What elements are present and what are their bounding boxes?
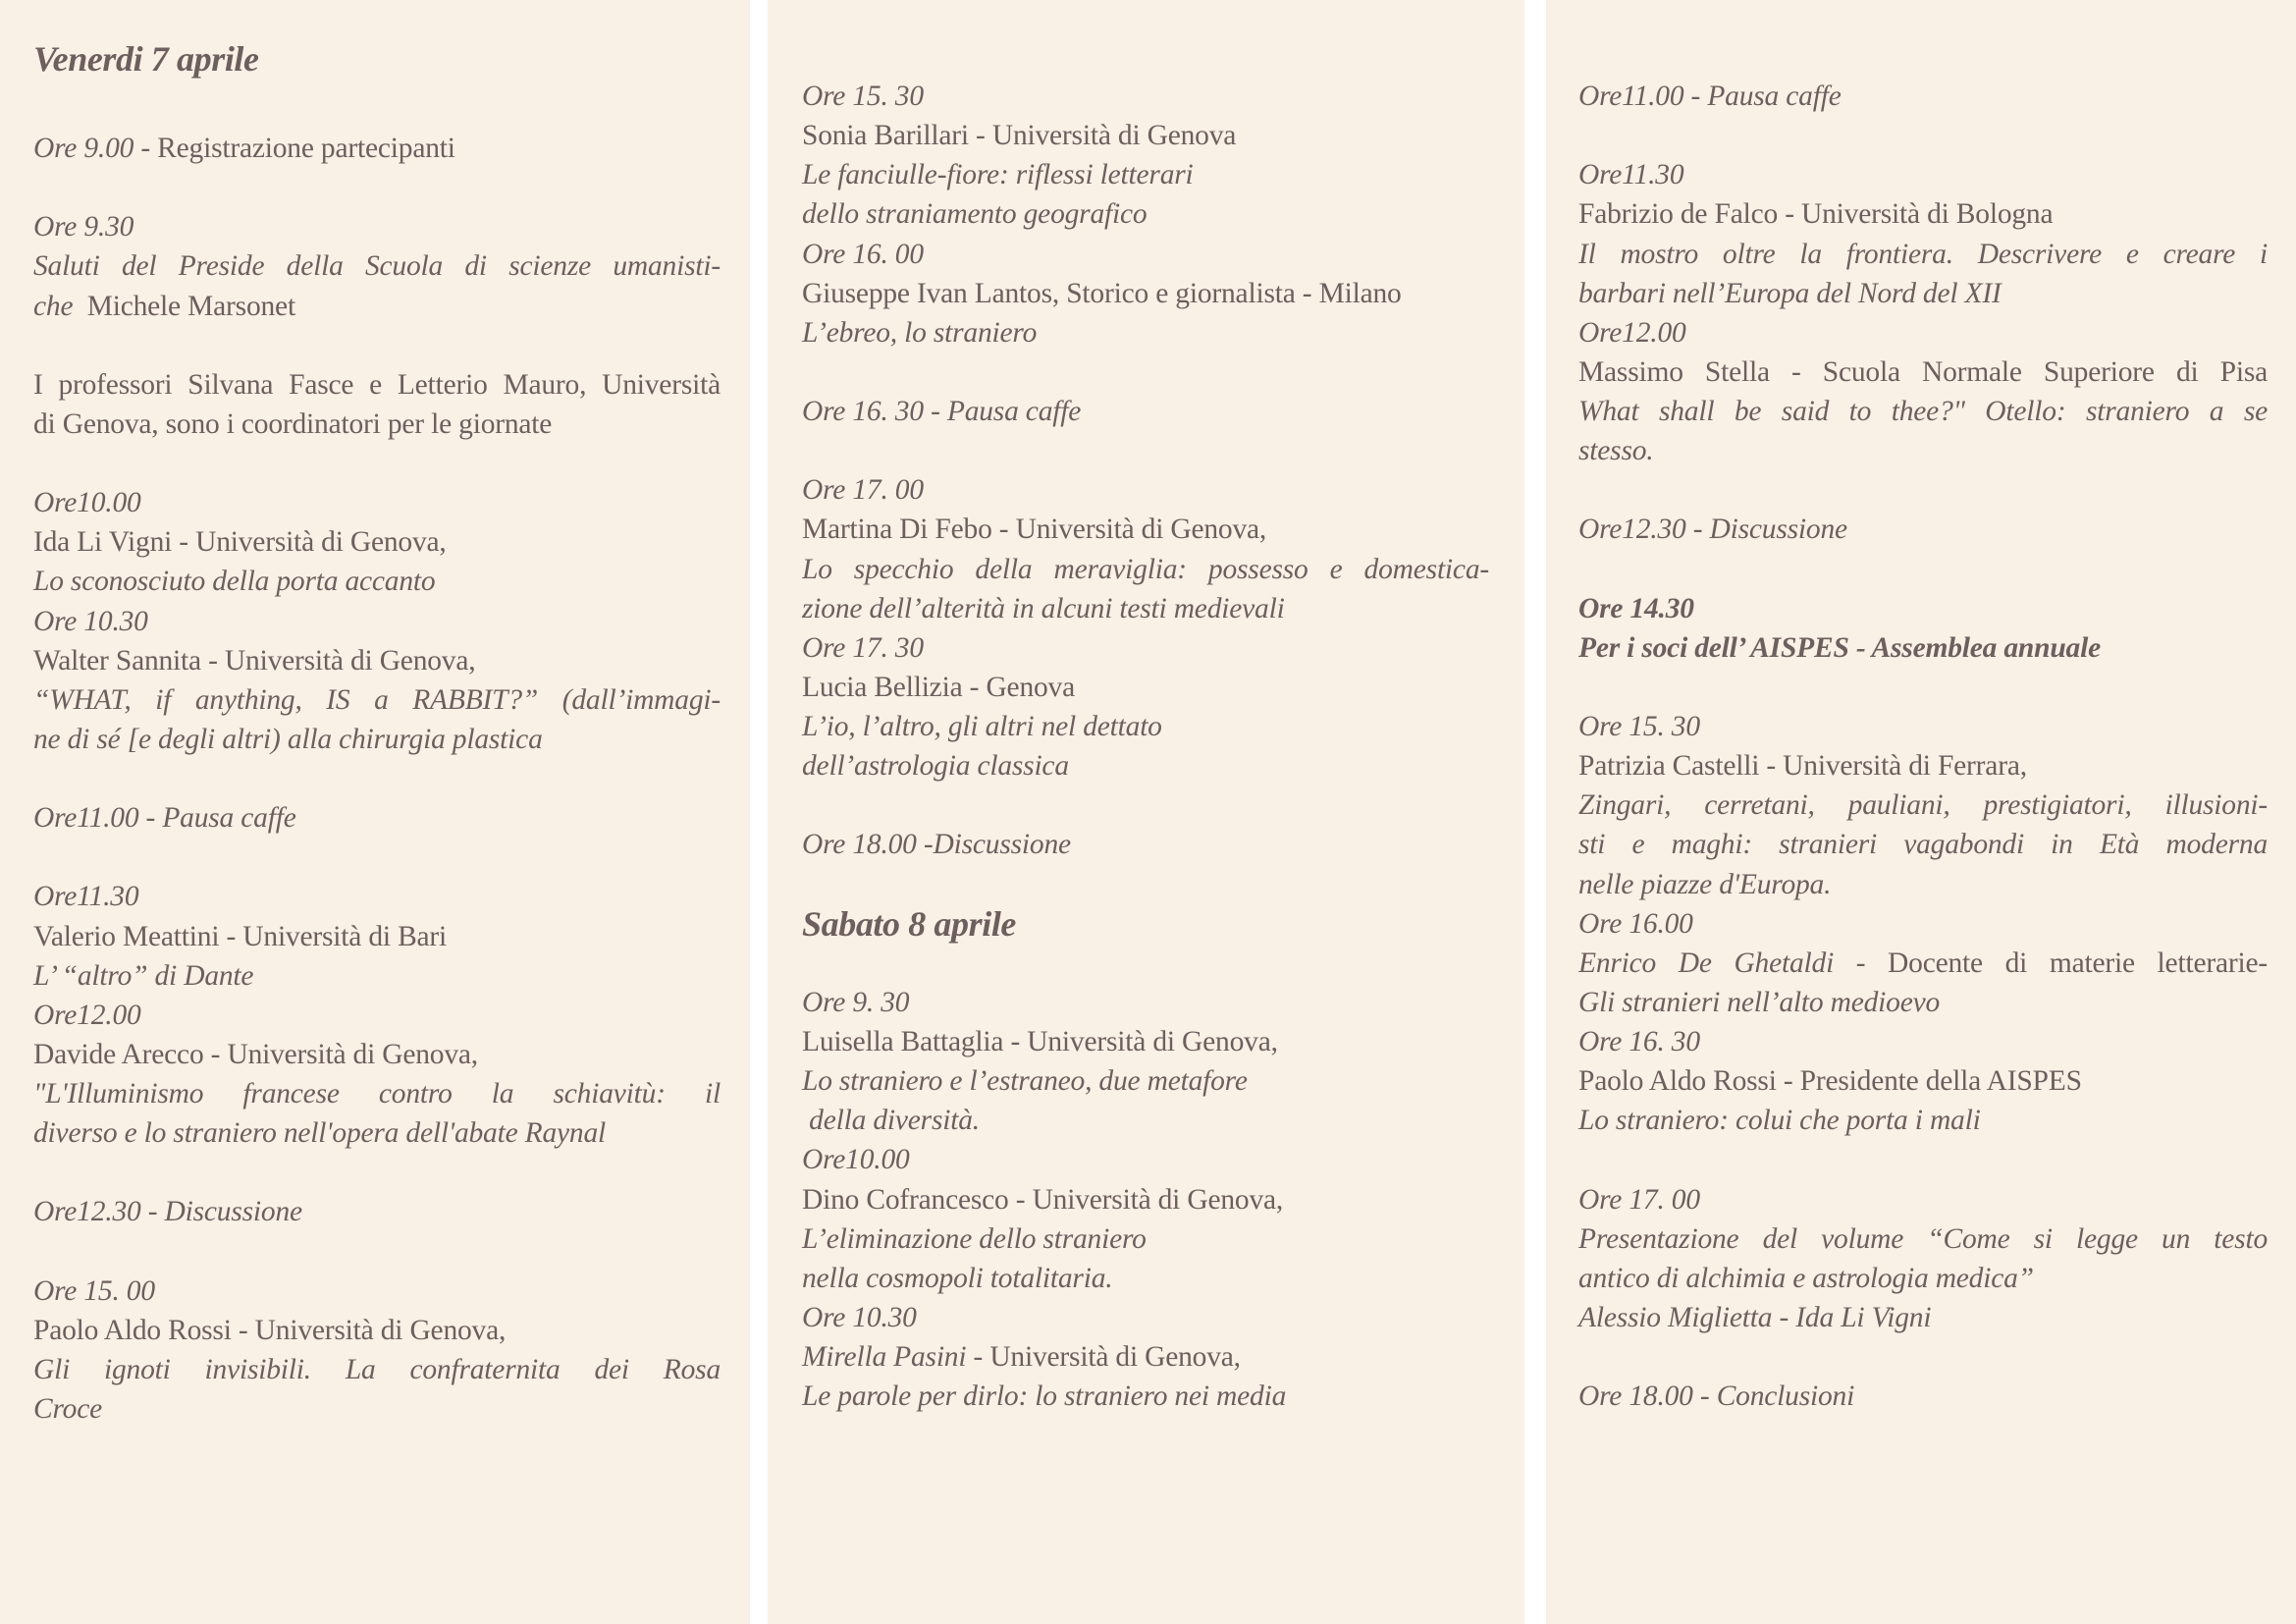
programme-line: [33, 996, 721, 1035]
italic-text: Alessio Miglietta - Ida Li Vigni: [1578, 1301, 1932, 1333]
programme-line: [1578, 785, 2268, 825]
italic-text: Lo specchio della meraviglia: possesso e domestica-: [802, 553, 1489, 585]
programme-line: [802, 746, 1489, 785]
italic-text: Ore12.30 - Discussione: [33, 1196, 302, 1228]
italic-text: Enrico De Ghetaldi: [1578, 947, 1835, 979]
blank-line: [33, 759, 721, 798]
programme-line: [802, 628, 1489, 668]
programme-line: [33, 246, 721, 286]
speaker-text: Walter Sannita - Università di Genova,: [33, 644, 476, 677]
programme-line: [1578, 510, 2268, 549]
italic-text: What shall be said to thee?" Otello: straniero a se: [1578, 396, 2268, 427]
speaker-text: Martina Di Febo - Università di Genova,: [802, 514, 1267, 546]
programme-line: [802, 825, 1489, 864]
programme-line: [1578, 1377, 2268, 1416]
programme-line: [802, 1377, 1489, 1416]
programme-line: [802, 392, 1489, 431]
speaker-text: Luisella Battaglia - Università di Genova,: [802, 1026, 1278, 1057]
italic-text: Lo straniero e l’estraneo, due metafore: [802, 1065, 1248, 1098]
programme-line: [1578, 1259, 2268, 1298]
speaker-text: Paolo Aldo Rossi - Presidente della AISPES: [1578, 1065, 2082, 1098]
italic-text: Ore11.00 - Pausa caffe: [33, 802, 296, 835]
programme-line: [33, 1350, 721, 1389]
programme-line: [802, 707, 1489, 746]
italic-text: Ore11.30: [1578, 159, 1684, 191]
programme-line: [802, 510, 1489, 549]
blank-line: [1578, 1337, 2268, 1377]
italic-text: Lo sconosciuto della porta accanto: [33, 566, 436, 598]
programme-line: [1578, 1101, 2268, 1140]
programme-line: [33, 1192, 721, 1231]
speaker-text: Davide Arecco - Università di Genova,: [33, 1038, 478, 1070]
programme-line: [33, 1035, 721, 1074]
italic-text: L’io, l’altro, gli altri nel dettato: [802, 711, 1162, 742]
programme-column-3: [1578, 77, 2268, 1416]
italic-text: Ore 15. 30: [802, 81, 924, 112]
programme-line: [33, 877, 721, 916]
programme-line: [1578, 235, 2268, 274]
speaker-text: - Docente di materie letterarie-: [1834, 947, 2268, 979]
programme-line: [802, 983, 1489, 1022]
blank-line: [33, 326, 721, 365]
programme-line: [33, 365, 721, 405]
italic-text: barbari nell’Europa del Nord del XII: [1578, 277, 2002, 309]
programme-line: [802, 313, 1489, 352]
programme-line: [33, 1272, 721, 1311]
blank-line: [802, 944, 1489, 983]
programme-line: [33, 1311, 721, 1350]
italic-text: Ore 16.00: [1578, 907, 1693, 940]
programme-line: [1578, 865, 2268, 904]
programme-line: [1578, 707, 2268, 746]
programme-line: [802, 1337, 1489, 1377]
programme-line: [802, 1140, 1489, 1179]
italic-text: sti e maghi: stranieri vagabondi in Età moderna: [1578, 829, 2268, 861]
speaker-text: Massimo Stella - Scuola Normale Superiore di Pisa: [1578, 355, 2268, 388]
speaker-text: di Genova, sono i coordinatori per le giornate: [33, 407, 553, 440]
programme-line: [802, 550, 1489, 589]
italic-text: Ore 16. 30 - Pausa caffe: [802, 396, 1082, 427]
programme-line: [802, 1298, 1489, 1337]
italic-text: Ore 16. 00: [802, 238, 924, 270]
programme-line: [33, 602, 721, 641]
speaker-text: Michele Marsonet: [73, 290, 295, 322]
italic-text: Ore12.30 - Discussione: [1578, 514, 1847, 546]
programme-line: [1578, 1298, 2268, 1337]
blank-line: [33, 444, 721, 483]
programme-line: [33, 1074, 721, 1113]
italic-text: Saluti del Preside della Scuola di scienze umanisti-: [33, 250, 721, 283]
speaker-text: Fabrizio de Falco - Università di Bologna: [1578, 198, 2054, 231]
italic-text: Ore 15. 30: [1578, 711, 1700, 742]
programme-line: [1578, 77, 2268, 116]
blank-line: [802, 785, 1489, 825]
blank-line: [1578, 668, 2268, 707]
programme-line: [1578, 392, 2268, 431]
programme-line: [33, 129, 721, 168]
programme-line: [1578, 1022, 2268, 1061]
programme-line: [1578, 1219, 2268, 1259]
italic-text: stesso.: [1578, 435, 1654, 467]
speaker-text: I professori Silvana Fasce e Letterio Mauro, Università: [33, 368, 721, 401]
italic-text: Ore 18.00 - Conclusioni: [1578, 1380, 1855, 1413]
programme-line: [1578, 628, 2268, 668]
programme-line: [33, 207, 721, 246]
highlight-text: Ore 14.30: [1578, 592, 1694, 624]
italic-text: Ore 9. 30: [802, 986, 910, 1018]
italic-text: "L'Illuminismo francese contro la schiavitù: il: [33, 1078, 721, 1110]
programme-line: [1578, 313, 2268, 352]
blank-line: [1578, 116, 2268, 155]
italic-text: Ore 16. 30: [1578, 1026, 1700, 1057]
italic-text: Ore11.00 - Pausa caffe: [1578, 81, 1842, 112]
italic-text: Ore 10.30: [33, 605, 148, 637]
programme-line: [802, 589, 1489, 628]
programme-line: [802, 274, 1489, 313]
programme-line: [33, 483, 721, 522]
programme-line: [33, 798, 721, 838]
italic-text: antico di alchimia e astrologia medica”: [1578, 1262, 2034, 1294]
italic-text: diverso e lo straniero nell'opera dell'abate Raynal: [33, 1117, 607, 1150]
blank-line: [33, 1232, 721, 1272]
speaker-text: Dino Cofrancesco - Università di Genova,: [802, 1183, 1284, 1216]
italic-text: Ore 9.00: [33, 133, 134, 164]
italic-text: Ore10.00: [802, 1144, 910, 1176]
italic-text: zione dell’alterità in alcuni testi medievali: [802, 592, 1285, 624]
programme-line: [33, 405, 721, 444]
speaker-text: Ida Li Vigni - Università di Genova,: [33, 526, 447, 559]
italic-text: Ore 18.00 -Discussione: [802, 829, 1071, 861]
italic-text: Ore 17. 00: [1578, 1183, 1700, 1216]
blank-line: [33, 1153, 721, 1192]
italic-text: Ore12.00: [33, 999, 141, 1031]
programme-line: [1578, 274, 2268, 313]
italic-text: Ore10.00: [33, 487, 141, 519]
speaker-text: Giuseppe Ivan Lantos, Storico e giornalista - Milano: [802, 277, 1402, 309]
programme-line: [802, 235, 1489, 274]
italic-text: ne di sé [e degli altri) alla chirurgia plastica: [33, 723, 543, 755]
programme-line: [802, 470, 1489, 510]
blank-line: [1578, 470, 2268, 510]
italic-text: dello straniamento geografico: [802, 198, 1148, 231]
programme-line: [1578, 194, 2268, 234]
programme-line: [33, 287, 721, 326]
speaker-text: Sonia Barillari - Università di Genova: [802, 120, 1237, 152]
programme-line: [1578, 983, 2268, 1022]
blank-line: [802, 352, 1489, 392]
programme-line: [802, 116, 1489, 155]
italic-text: L’ “altro” di Dante: [33, 959, 254, 992]
programme-line: [1578, 431, 2268, 470]
italic-text: “WHAT, if anything, IS a RABBIT?” (dall’immagi-: [33, 683, 721, 716]
programme-line: [33, 917, 721, 956]
programme-line: [33, 720, 721, 759]
italic-text: Il mostro oltre la frontiera. Descrivere e creare i: [1578, 238, 2268, 270]
italic-text: Le fanciulle-fiore: riflessi letterari: [802, 159, 1194, 191]
programme-line: [33, 956, 721, 996]
programme-line: [1578, 746, 2268, 785]
programme-line: [1578, 352, 2268, 392]
programme-line: [1578, 155, 2268, 194]
programme-line: [802, 155, 1489, 194]
italic-text: Ore 17. 00: [802, 474, 924, 507]
programme-line: [1578, 944, 2268, 983]
programme-line: [33, 1389, 721, 1429]
programme-line: [802, 1219, 1489, 1259]
blank-line: [33, 838, 721, 877]
programme-line: [1578, 904, 2268, 944]
programme-line: [33, 562, 721, 601]
programme-line: [802, 1061, 1489, 1101]
italic-text: nella cosmopoli totalitaria.: [802, 1262, 1113, 1294]
speaker-text: Lucia Bellizia - Genova: [802, 671, 1075, 703]
italic-text: L’ebreo, lo straniero: [802, 316, 1038, 349]
programme-line: [802, 1101, 1489, 1140]
highlight-text: Per i soci dell’ AISPES - Assemblea annuale: [1578, 631, 2101, 664]
italic-text: Mirella Pasini: [802, 1341, 967, 1373]
day-heading-friday: Venerdi 7 aprile: [33, 39, 259, 79]
italic-text: Zingari, cerretani, pauliani, prestigiatori, illusioni-: [1578, 789, 2268, 822]
speaker-text: Paolo Aldo Rossi - Università di Genova,: [33, 1314, 507, 1346]
programme-line: [802, 1022, 1489, 1061]
programme-line: [802, 1180, 1489, 1219]
programme-line: [1578, 589, 2268, 628]
programme-line: [802, 668, 1489, 707]
blank-line: [33, 168, 721, 207]
programme-line: [1578, 1061, 2268, 1101]
italic-text: Ore12.00: [1578, 316, 1686, 349]
speaker-text: - Università di Genova,: [966, 1341, 1241, 1373]
italic-text: della diversità.: [802, 1105, 980, 1137]
italic-text: Gli stranieri nell’alto medioevo: [1578, 986, 1941, 1018]
italic-text: Ore 9.30: [33, 211, 134, 244]
programme-line: [33, 680, 721, 720]
day-heading: Sabato 8 aprile: [802, 903, 1017, 944]
italic-text: Ore 10.30: [802, 1301, 917, 1333]
programme-line: [33, 641, 721, 680]
speaker-text: Patrizia Castelli - Università di Ferrara,: [1578, 750, 2027, 783]
italic-text: che: [33, 290, 74, 322]
italic-text: dell’astrologia classica: [802, 750, 1069, 783]
italic-text: Ore11.30: [33, 881, 139, 913]
italic-text: Ore 15. 00: [33, 1274, 155, 1307]
italic-text: L’eliminazione dello straniero: [802, 1222, 1147, 1255]
programme-line: [802, 194, 1489, 234]
italic-text: Croce: [33, 1393, 102, 1425]
programme-line: [1578, 825, 2268, 864]
programme-line: [1578, 1180, 2268, 1219]
speaker-text: - Registrazione partecipanti: [133, 133, 455, 164]
italic-text: Ore 17. 30: [802, 631, 924, 664]
speaker-text: Valerio Meattini - Università di Bari: [33, 920, 448, 952]
blank-line: [802, 865, 1489, 904]
blank-line: [1578, 550, 2268, 589]
programme-column-2: [802, 77, 1489, 1416]
italic-text: Lo straniero: colui che porta i mali: [1578, 1105, 1981, 1137]
blank-line: [1578, 1140, 2268, 1179]
italic-text: Presentazione del volume “Come si legge un testo: [1578, 1222, 2268, 1255]
programme-line: [802, 77, 1489, 116]
italic-text: Gli ignoti invisibili. La confraternita dei Rosa: [33, 1353, 721, 1385]
programme-line: [802, 1259, 1489, 1298]
programme-line: [33, 522, 721, 562]
programme-column-1: [33, 129, 721, 1429]
italic-text: nelle piazze d'Europa.: [1578, 868, 1832, 900]
blank-line: [802, 431, 1489, 470]
italic-text: Le parole per dirlo: lo straniero nei media: [802, 1380, 1287, 1413]
programme-line: [33, 1113, 721, 1153]
